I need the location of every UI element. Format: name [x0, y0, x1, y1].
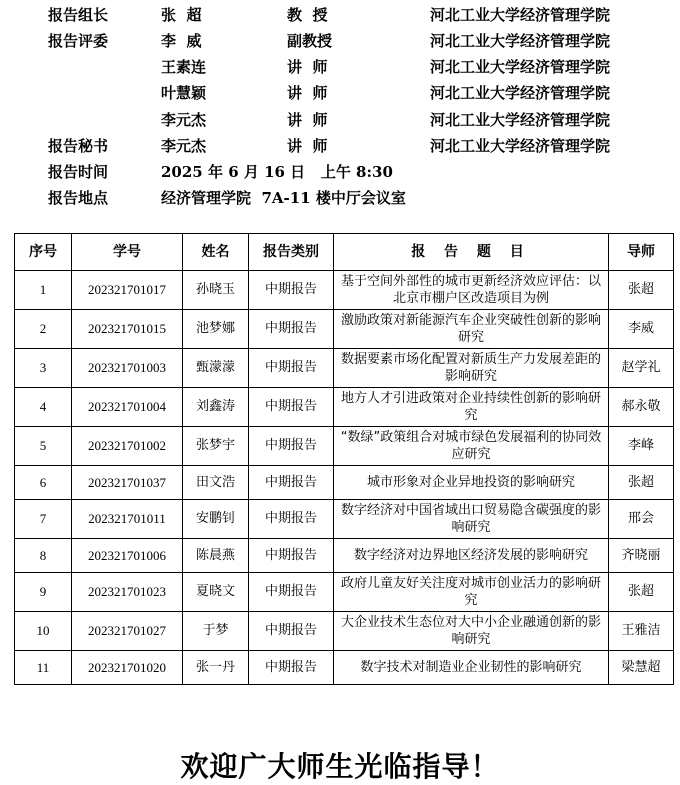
cell-advisor: 郝永敬	[609, 388, 674, 427]
place-value: 经济管理学院 7A-11 楼中厅会议室	[161, 189, 406, 207]
reviewer-org: 河北工业大学经济管理学院	[430, 111, 611, 129]
cell-no: 10	[15, 612, 72, 651]
cell-report-type: 中期报告	[249, 573, 334, 612]
cell-student-id: 202321701020	[72, 651, 183, 685]
cell-report-type: 中期报告	[249, 612, 334, 651]
cell-name: 于梦	[183, 612, 249, 651]
cell-name: 孙晓玉	[183, 271, 249, 310]
table-row	[15, 466, 674, 500]
reviewer-row	[0, 54, 680, 80]
cell-name: 田文浩	[183, 466, 249, 500]
cell-report-type: 中期报告	[249, 651, 334, 685]
cell-topic: 地方人才引进政策对企业持续性创新的影响研究	[334, 388, 609, 427]
leader-row	[0, 2, 680, 28]
table-header-row	[15, 234, 674, 271]
table-row	[15, 612, 674, 651]
cell-no: 3	[15, 349, 72, 388]
cell-advisor: 王雅洁	[609, 612, 674, 651]
time-row	[0, 159, 680, 185]
cell-advisor: 梁慧超	[609, 651, 674, 685]
cell-advisor: 李威	[609, 310, 674, 349]
cell-no: 7	[15, 500, 72, 539]
cell-name: 池梦娜	[183, 310, 249, 349]
cell-student-id: 202321701004	[72, 388, 183, 427]
leader-name: 张 超	[161, 6, 202, 24]
cell-advisor: 张超	[609, 271, 674, 310]
reviewer-row	[0, 107, 680, 133]
cell-name: 安鹏钊	[183, 500, 249, 539]
cell-student-id: 202321701002	[72, 427, 183, 466]
reviewer-name: 李 威	[161, 32, 202, 50]
table-row	[15, 310, 674, 349]
cell-report-type: 中期报告	[249, 388, 334, 427]
cell-name: 张梦宇	[183, 427, 249, 466]
reviewers-label: 报告评委	[48, 32, 109, 50]
cell-topic: 基于空间外部性的城市更新经济效应评估：以北京市棚户区改造项目为例	[334, 271, 609, 310]
cell-topic: 大企业技术生态位对大中小企业融通创新的影响研究	[334, 612, 609, 651]
header-report-type: 报告类别	[249, 234, 334, 271]
cell-report-type: 中期报告	[249, 271, 334, 310]
table-row	[15, 539, 674, 573]
leader-org: 河北工业大学经济管理学院	[430, 6, 611, 24]
cell-no: 5	[15, 427, 72, 466]
reviewer-name: 叶慧颖	[161, 84, 207, 102]
cell-student-id: 202321701011	[72, 500, 183, 539]
table-row	[15, 651, 674, 685]
reviewer-title: 讲 师	[287, 84, 328, 102]
cell-report-type: 中期报告	[249, 500, 334, 539]
welcome-message: 欢迎广大师生光临指导！	[180, 750, 500, 783]
header-topic: 报 告 题 目	[334, 234, 609, 271]
secretary-org: 河北工业大学经济管理学院	[430, 137, 611, 155]
cell-no: 8	[15, 539, 72, 573]
cell-name: 甄濛濛	[183, 349, 249, 388]
cell-student-id: 202321701003	[72, 349, 183, 388]
cell-report-type: 中期报告	[249, 310, 334, 349]
table-row	[15, 271, 674, 310]
secretary-label: 报告秘书	[48, 137, 109, 155]
cell-no: 1	[15, 271, 72, 310]
cell-student-id: 202321701023	[72, 573, 183, 612]
cell-name: 陈晨燕	[183, 539, 249, 573]
cell-report-type: 中期报告	[249, 349, 334, 388]
cell-advisor: 张超	[609, 466, 674, 500]
cell-advisor: 齐晓丽	[609, 539, 674, 573]
leader-title: 教 授	[287, 6, 328, 24]
table-row	[15, 573, 674, 612]
reviewer-org: 河北工业大学经济管理学院	[430, 84, 611, 102]
cell-report-type: 中期报告	[249, 466, 334, 500]
schedule-table	[14, 233, 674, 685]
header-advisor: 导师	[609, 234, 674, 271]
reviewer-org: 河北工业大学经济管理学院	[430, 32, 611, 50]
cell-student-id: 202321701027	[72, 612, 183, 651]
cell-no: 9	[15, 573, 72, 612]
cell-advisor: 张超	[609, 573, 674, 612]
cell-topic: 激励政策对新能源汽车企业突破性创新的影响研究	[334, 310, 609, 349]
reviewer-name: 李元杰	[161, 111, 207, 129]
cell-report-type: 中期报告	[249, 539, 334, 573]
place-row	[0, 185, 680, 211]
header-no: 序号	[15, 234, 72, 271]
cell-advisor: 邢会	[609, 500, 674, 539]
cell-topic: “数绿”政策组合对城市绿色发展福利的协同效应研究	[334, 427, 609, 466]
cell-name: 夏晓文	[183, 573, 249, 612]
cell-topic: 数字技术对制造业企业韧性的影响研究	[334, 651, 609, 685]
cell-advisor: 赵学礼	[609, 349, 674, 388]
reviewer-title: 讲 师	[287, 58, 328, 76]
cell-name: 刘鑫涛	[183, 388, 249, 427]
cell-topic: 数字经济对边界地区经济发展的影响研究	[334, 539, 609, 573]
cell-topic: 城市形象对企业异地投资的影响研究	[334, 466, 609, 500]
cell-student-id: 202321701037	[72, 466, 183, 500]
time-label: 报告时间	[48, 163, 109, 181]
table-row	[15, 500, 674, 539]
cell-name: 张一丹	[183, 651, 249, 685]
time-value: 2025 年 6 月 16 日 上午 8:30	[161, 163, 393, 181]
reviewer-name: 王素连	[161, 58, 207, 76]
leader-label: 报告组长	[48, 6, 109, 24]
cell-no: 4	[15, 388, 72, 427]
reviewer-title: 讲 师	[287, 111, 328, 129]
cell-student-id: 202321701006	[72, 539, 183, 573]
cell-advisor: 李峰	[609, 427, 674, 466]
place-label: 报告地点	[48, 189, 109, 207]
cell-no: 2	[15, 310, 72, 349]
cell-student-id: 202321701017	[72, 271, 183, 310]
secretary-name: 李元杰	[161, 137, 207, 155]
secretary-title: 讲 师	[287, 137, 328, 155]
cell-topic: 政府儿童友好关注度对城市创业活力的影响研究	[334, 573, 609, 612]
cell-no: 11	[15, 651, 72, 685]
cell-report-type: 中期报告	[249, 427, 334, 466]
cell-topic: 数字经济对中国省域出口贸易隐含碳强度的影响研究	[334, 500, 609, 539]
cell-topic: 数据要素市场化配置对新质生产力发展差距的影响研究	[334, 349, 609, 388]
reviewer-row	[0, 80, 680, 106]
reviewer-row	[0, 28, 680, 54]
reviewer-title: 副教授	[287, 32, 333, 50]
cell-student-id: 202321701015	[72, 310, 183, 349]
secretary-row	[0, 133, 680, 159]
reviewer-org: 河北工业大学经济管理学院	[430, 58, 611, 76]
cell-no: 6	[15, 466, 72, 500]
table-row	[15, 388, 674, 427]
header-student-id: 学号	[72, 234, 183, 271]
table-row	[15, 349, 674, 388]
header-name: 姓名	[183, 234, 249, 271]
table-row	[15, 427, 674, 466]
